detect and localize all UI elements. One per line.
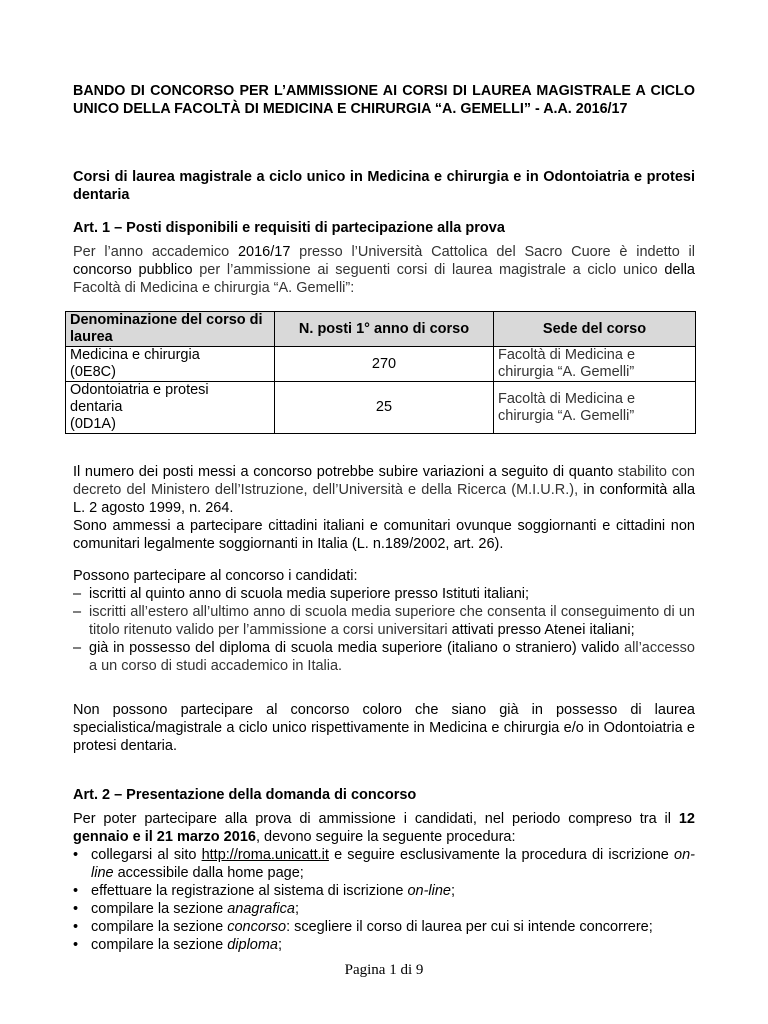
list-item: – iscritti all’estero all’ultimo anno di scuola media superiore che consenta il conseguimento di un titolo ritenuto valido per l’ammissione a corsi universitari attivati presso Atenei italiani; [73,604,695,638]
candidate-list [73,585,695,675]
art1-paragraph-posti: Il numero dei posti messi a concorso potrebbe subire variazioni a seguito di quanto stabilito con decreto del Ministero dell’Istruzione, dell’Università e della Ricerca (M.I.U.R.), in conformità alla L. 2 agosto 1999, n. 264. [73,464,696,516]
art1-paragraph-candidati: Possono partecipare al concorso i candidati: [73,568,358,584]
table-cell-posti: 270 [275,347,494,382]
table-header: Denominazione del corso di laurea [66,312,275,347]
unicatt-link[interactable]: http://roma.unicatt.it [201,847,329,863]
list-item: • compilare la sezione diploma; [73,937,283,953]
document-subtitle: Corsi di laurea magistrale a ciclo unico in Medicina e chirurgia e in Odontoiatria e protesi dentaria [73,169,695,203]
table-cell-sede: Facoltà di Medicina e chirurgia “A. Gemelli” [494,347,696,382]
table-cell-sede: Facoltà di Medicina e chirurgia “A. Gemelli” [494,382,696,434]
art1-intro: Per l’anno accademico 2016/17 presso l’Università Cattolica del Sacro Cuore è indetto il concorso pubblico per l’ammissione ai seguenti corsi di laurea magistrale a ciclo unico della Facoltà di Medicina e chirurgia “A. Gemelli”: [73,244,695,296]
page-footer: Pagina 1 di 9 [344,962,424,978]
list-item: • effettuare la registrazione al sistema di iscrizione on-line; [73,883,456,899]
art2-heading: Art. 2 – Presentazione della domanda di concorso [73,787,417,803]
procedure-list [73,846,695,954]
table-cell-course: Odontoiatria e protesi dentaria (0D1A) [66,382,275,434]
document-title: BANDO DI CONCORSO PER L’AMMISSIONE AI CORSI DI LAUREA MAGISTRALE A CICLO UNICO DELLA FACOLTÀ DI MEDICINA E CHIRURGIA “A. GEMELLI” - A.A. 2016/17 [73,83,695,117]
art1-heading: Art. 1 – Posti disponibili e requisiti di partecipazione alla prova [73,220,505,236]
table-cell-posti: 25 [275,382,494,434]
list-item: • compilare la sezione concorso: scegliere il corso di laurea per cui si intende concorrere; [73,919,653,935]
courses-table [65,311,696,434]
art1-paragraph-ammessi: Sono ammessi a partecipare cittadini italiani e comunitari ovunque soggiornanti e cittadini non comunitari legalmente soggiornanti in Italia (L. n.189/2002, art. 26). [73,518,695,552]
table-row [66,347,696,382]
list-item: • compilare la sezione anagrafica; [73,901,299,917]
table-header-row [66,312,696,347]
list-item: – già in possesso del diploma di scuola media superiore (italiano o straniero) valido all’accesso a un corso di studi accademico in Italia. [73,640,695,674]
art1-paragraph-esclusi: Non possono partecipare al concorso coloro che siano già in possesso di laurea specialistica/magistrale a ciclo unico rispettivamente in Medicina e chirurgia e/o in Odontoiatria e protesi dentaria. [73,702,695,754]
list-item: – iscritti al quinto anno di scuola media superiore presso Istituti italiani; [73,586,530,602]
table-header: N. posti 1° anno di corso [275,312,494,347]
table-cell-course: Medicina e chirurgia (0E8C) [66,347,275,382]
table-row [66,382,696,434]
table-header: Sede del corso [494,312,696,347]
list-item: • collegarsi al sito http://roma.unicatt.it e seguire esclusivamente la procedura di iscrizione on-line accessibile dalla home page; [73,847,695,881]
art2-intro: Per poter partecipare alla prova di ammissione i candidati, nel periodo compreso tra il 12 gennaio e il 21 marzo 2016, devono seguire la seguente procedura: [73,811,695,845]
